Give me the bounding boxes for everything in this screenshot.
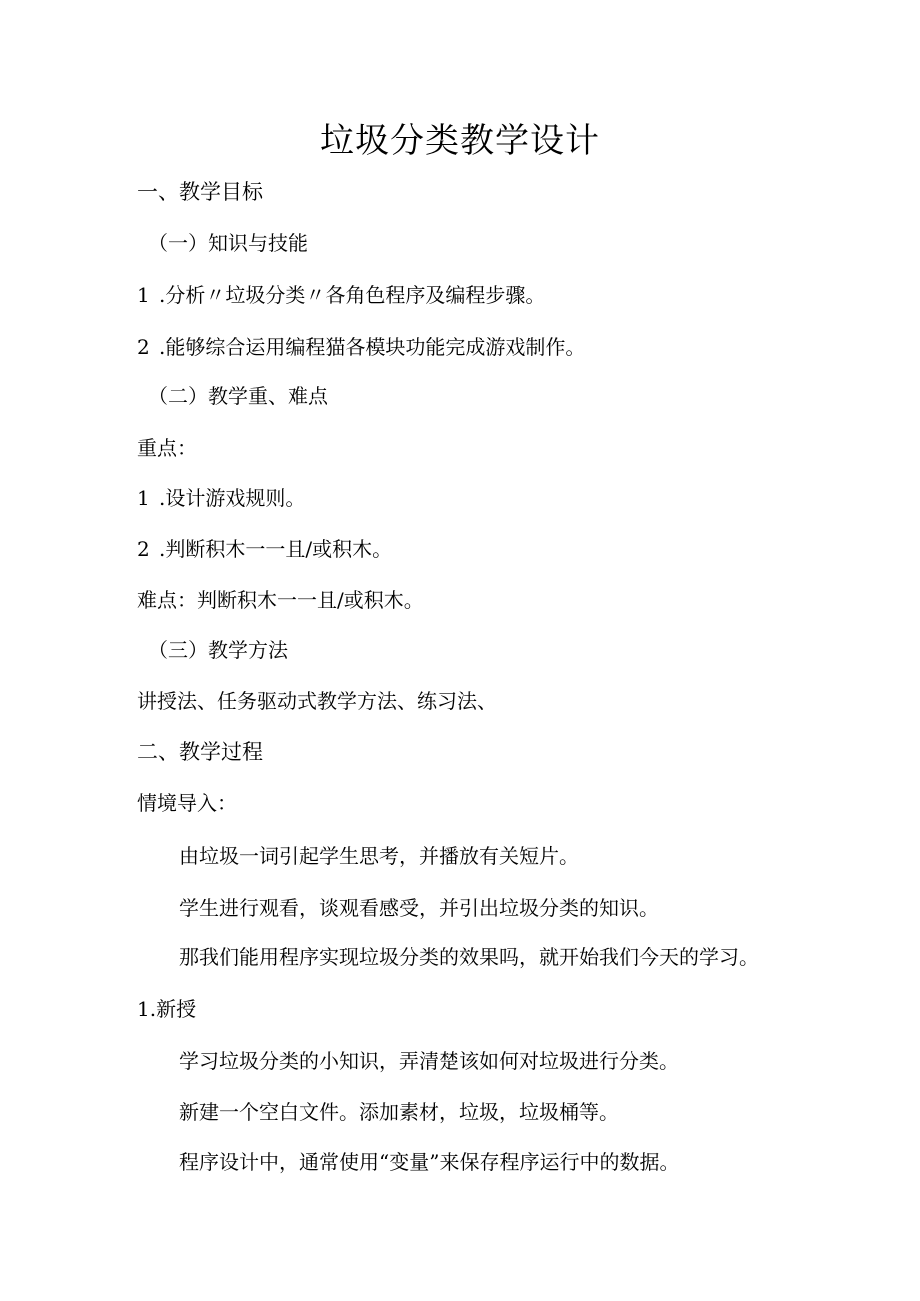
item-text: .分析〃垃圾分类〃各角色程序及编程步骤。 — [159, 283, 546, 307]
knowledge-item — [137, 333, 585, 361]
section-heading-objectives: 一、教学目标 — [137, 180, 263, 204]
intro-label: 情境导入： — [137, 791, 237, 815]
key-label: 重点： — [137, 436, 197, 460]
knowledge-item — [137, 281, 545, 309]
section-heading-process: 二、教学过程 — [137, 740, 263, 764]
intro-paragraph: 那我们能用程序实现垃圾分类的效果吗，就开始我们今天的学习。 — [179, 945, 759, 969]
key-item — [137, 535, 392, 563]
subheading-knowledge: （一）知识与技能 — [148, 231, 308, 255]
item-text: .设计游戏规则。 — [159, 486, 306, 510]
difficulty-line: 难点：判断积木一一且/或积木。 — [137, 588, 424, 612]
item-text: .能够综合运用编程猫各模块功能完成游戏制作。 — [159, 335, 586, 359]
document-title: 垃圾分类教学设计 — [320, 121, 600, 161]
key-item — [137, 484, 305, 512]
new-label: 1.新授 — [137, 997, 197, 1021]
item-text: .判断积木一一且/或积木。 — [159, 537, 393, 561]
new-paragraph: 新建一个空白文件。添加素材，垃圾，垃圾桶等。 — [179, 1100, 619, 1124]
intro-paragraph: 由垃圾一词引起学生思考，并播放有关短片。 — [179, 844, 579, 868]
subheading-method: （三）教学方法 — [148, 638, 288, 662]
item-number: 1 — [137, 486, 150, 510]
item-number: 2 — [137, 537, 150, 561]
intro-paragraph: 学生进行观看，谈观看感受，并引出垃圾分类的知识。 — [179, 896, 659, 920]
new-paragraph: 程序设计中，通常使用“变量”来保存程序运行中的数据。 — [179, 1150, 680, 1174]
methods-line: 讲授法、任务驱动式教学方法、练习法、 — [137, 689, 497, 713]
item-number: 1 — [137, 283, 150, 307]
item-number: 2 — [137, 335, 150, 359]
subheading-key-points: （二）教学重、难点 — [148, 384, 328, 408]
new-paragraph: 学习垃圾分类的小知识，弄清楚该如何对垃圾进行分类。 — [179, 1049, 679, 1073]
